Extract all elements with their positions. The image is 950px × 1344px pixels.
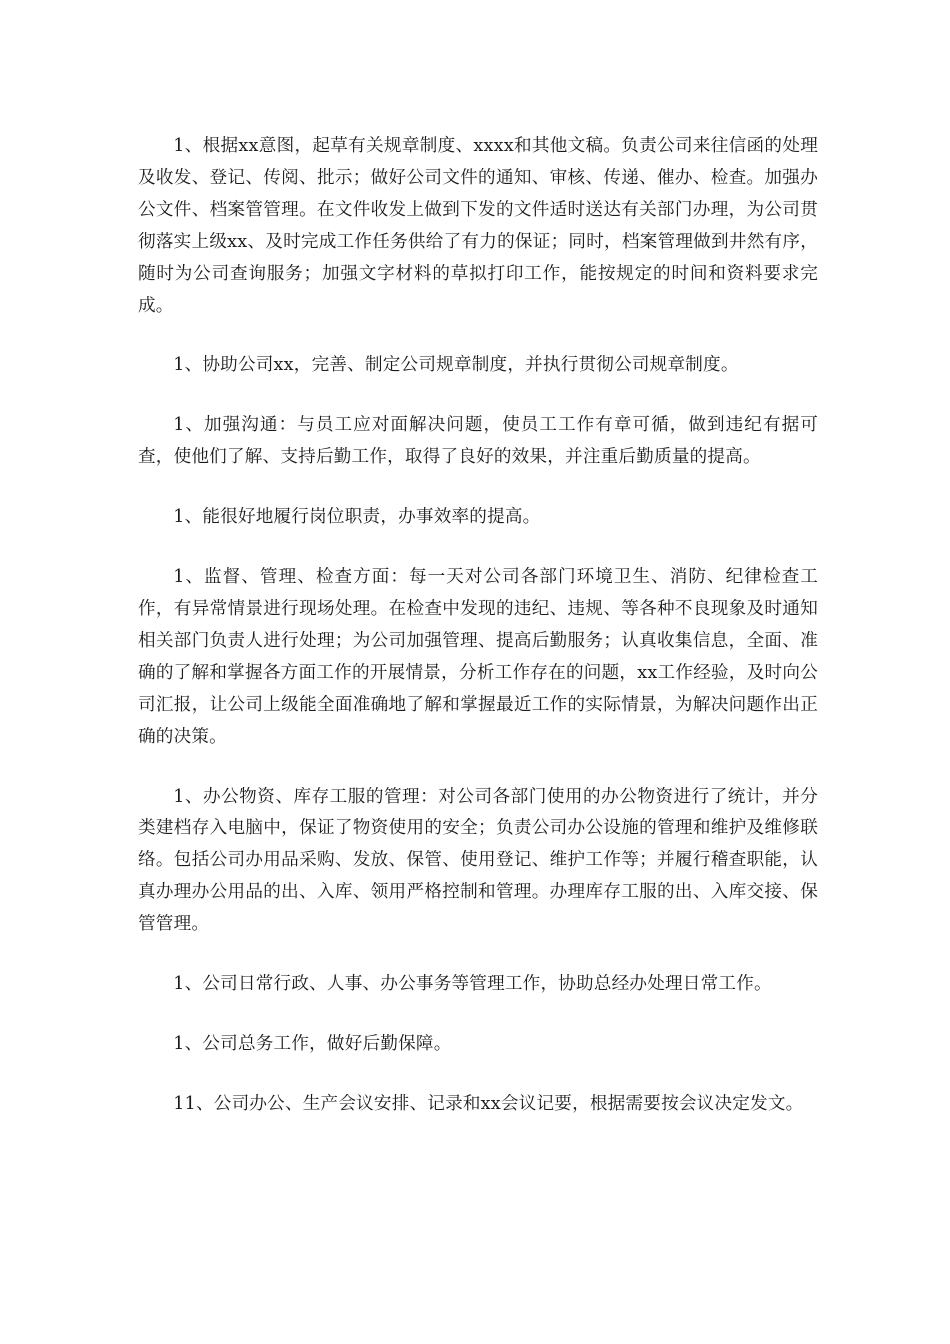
paragraph-5: 1、监督、管理、检查方面：每一天对公司各部门环境卫生、消防、纪律检查工作，有异常情景进行现场处理。在检查中发现的违纪、违规、等各种不良现象及时通知相关部门负责人进行处理；为公司加强管理、提高后勤服务；认真收集信息，全面、准确的了解和掌握各方面工作的开展情景，分析工作存在的问题，xx工作经验，及时向公司汇报，让公司上级能全面准确地了解和掌握最近工作的实际情景，为解决问题作出正确的决策。 — [138, 567, 818, 747]
paragraph-4: 1、能很好地履行岗位职责，办事效率的提高。 — [173, 507, 541, 528]
paragraph-7: 1、公司日常行政、人事、办公事务等管理工作，协助总经办处理日常工作。 — [173, 974, 772, 995]
paragraph-1: 1、根据xx意图，起草有关规章制度、xxxx和其他文稿。负责公司来往信函的处理及收发、登记、传阅、批示；做好公司文件的通知、审核、传递、催办、检查。加强办公文件、档案管管理。在文件收发上做到下发的文件适时送达有关部门办理，为公司贯彻落实上级xx、及时完成工作任务供给了有力的保证；同时，档案管理做到井然有序，随时为公司查询服务；加强文字材料的草拟打印工作，能按规定的时间和资料要求完成。 — [138, 136, 818, 316]
paragraph-2: 1、协助公司xx，完善、制定公司规章制度，并执行贯彻公司规章制度。 — [173, 355, 739, 376]
paragraph-8: 1、公司总务工作，做好后勤保障。 — [173, 1033, 452, 1054]
paragraph-3: 1、加强沟通：与员工应对面解决问题，使员工工作有章可循，做到违纪有据可查，使他们了解、支持后勤工作，取得了良好的效果，并注重后勤质量的提高。 — [138, 415, 818, 468]
paragraph-6: 1、办公物资、库存工服的管理：对公司各部门使用的办公物资进行了统计，并分类建档存入电脑中，保证了物资使用的安全；负责公司办公设施的管理和维护及维修联络。包括公司办用品采购、发放、保管、使用登记、维护工作等；并履行稽查职能，认真办理办公用品的出、入库、领用严格控制和管理。办理库存工服的出、入库交接、保管管理。 — [138, 786, 818, 935]
paragraph-9: 11、公司办公、生产会议安排、记录和xx会议记要，根据需要按会议决定发文。 — [173, 1093, 804, 1114]
document-page — [138, 131, 818, 1149]
